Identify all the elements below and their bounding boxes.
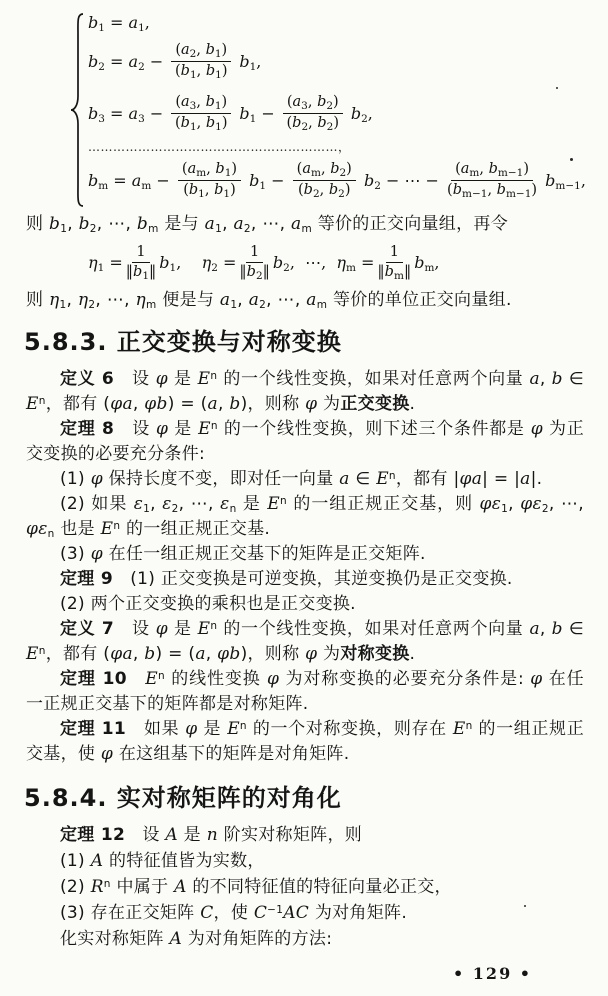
equation-line-bm: $b_m = a_m$ − $\frac{(a_m, b_1)}{(b_1, b_1)}$ $b_1$ − $\frac{(a_m, b_2)}{(b_2, b_2)}$ $b_2$ − ⋯ − $\frac{(a_m, b_{m-1})}{(b_{m-1}, b_{m-1})}$ $b_{m-1}$, <box>88 161 586 200</box>
paragraph-theorem-10: 定理 10 $E^n$ 的线性变换 φ 为对称变换的必要充分条件是: φ 在任一正规正交基下的矩阵都是对称矩阵. <box>26 668 584 714</box>
scan-speck <box>524 905 526 907</box>
gram-schmidt-equation-system <box>72 10 584 204</box>
paragraph-theorem-12-item-3: (3) 存在正交矩阵 C，使 $C^{-1}AC$ 为对角矩阵. <box>60 902 408 923</box>
section-583-content <box>26 367 584 767</box>
page-number: • 129 • <box>453 963 532 983</box>
section-heading-583: 5.8.3. 正交变换与对称变换 <box>24 327 342 356</box>
paragraph-theorem-8-item-3: (3) φ 在任一组正规正交基下的矩阵是正交矩阵. <box>60 543 426 564</box>
paragraph-orthonormal-vector-group: 则 $\eta_1$, $\eta_2$, ⋯, $\eta_m$ 便是与 $a_1$, $a_2$, ⋯, $a_m$ 等价的单位正交向量组. <box>26 289 512 311</box>
paragraph-theorem-8: 定理 8 设 φ 是 $E^n$ 的一个线性变换，则下述三个条件都是 φ 为正交变换的必要充分条件: <box>26 418 584 464</box>
paragraph-diagonalization-method: 化实对称矩阵 A 为对角矩阵的方法: <box>60 928 333 949</box>
section-584-content <box>26 822 584 952</box>
paragraph-theorem-9-item-2: (2) 两个正交变换的乘积也是正交变换. <box>60 593 356 614</box>
paragraph-theorem-11: 定理 11 如果 φ 是 $E^n$ 的一个对称变换，则存在 $E^n$ 的一组正规正交基，使 φ 在这组基下的矩阵是对角矩阵. <box>26 718 584 764</box>
paragraph-theorem-12: 定理 12 设 A 是 n 阶实对称矩阵，则 <box>60 824 363 845</box>
paragraph-definition-6: 定义 6 设 φ 是 $E^n$ 的一个线性变换，如果对任意两个向量 a, b ∈ $E^n$，都有 (φa, φb) = (a, b)，则称 φ 为正交变换. <box>26 368 585 414</box>
paragraph-orthogonal-vector-group: 则 $b_1$, $b_2$, ⋯, $b_m$ 是与 $a_1$, $a_2$, ⋯, $a_m$ 等价的正交向量组，再令 <box>26 214 509 235</box>
section-heading-584: 5.8.4. 实对称矩阵的对角化 <box>24 783 342 812</box>
scan-speck <box>556 87 558 89</box>
equation-ellipsis-line: ……………………………………………………， <box>88 139 351 154</box>
equation-line-b1: $b_1 = a_1$, <box>88 12 150 34</box>
paragraph-theorem-9: 定理 9 (1) 正交变换是可逆变换，其逆变换仍是正交变换. <box>60 568 513 589</box>
equation-line-b2: $b_2 = a_2$ − $\frac{(a_2, b_1)}{(b_1, b_1)}$ $b_1$, <box>88 42 262 81</box>
paragraph-definition-7: 定义 7 设 φ 是 $E^n$ 的一个线性变换，如果对任意两个向量 a, b ∈ $E^n$，都有 (φa, b) = (a, φb)，则称 φ 为对称变换. <box>26 618 585 664</box>
left-curly-brace <box>70 12 86 208</box>
paragraph-theorem-8-item-1: (1) φ 保持长度不变，即对任一向量 a ∈ $E^n$，都有 |φa| = |a|. <box>60 468 543 489</box>
normalization-formula: $\eta_1$ = $\frac{1}{‖b_1‖}$ $b_1$, $\eta_2$ = $\frac{1}{‖b_2‖}$ $b_2$, ⋯, $\eta_m$ = $\frac{1}{‖b_m‖}$ $b_m$, <box>88 244 440 283</box>
paragraph-theorem-12-item-2: (2) $R^n$ 中属于 A 的不同特征值的特征向量必正交， <box>60 876 452 897</box>
paragraph-theorem-8-item-2: (2) 如果 $\varepsilon_1$, $\varepsilon_2$, ⋯, $\varepsilon_n$ 是 $E^n$ 的一组正规正交基，则 $\varphi\varepsilon_1$, $\varphi\varepsilon_2$, ⋯, $\varphi\varepsilon_n$ 也是 $E^n$ 的一组正规正交基. <box>26 493 584 540</box>
paragraph-theorem-12-item-1: (1) A 的特征值皆为实数， <box>60 850 265 871</box>
scan-speck <box>570 158 573 161</box>
equation-line-b3: $b_3 = a_3$ − $\frac{(a_3, b_1)}{(b_1, b_1)}$ $b_1$ − $\frac{(a_3, b_2)}{(b_2, b_2)}$ $b_2$, <box>88 94 373 133</box>
